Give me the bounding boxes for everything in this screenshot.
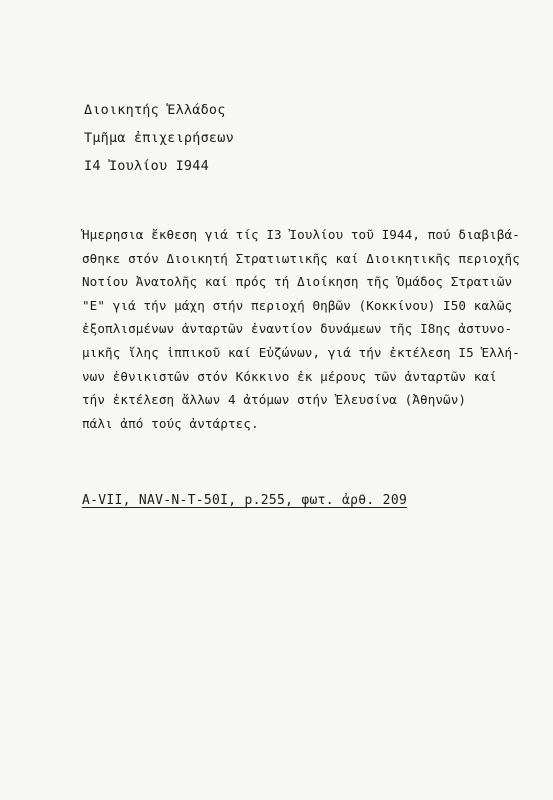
body-line: νων ἐθνικιστῶν στόν Κόκκινο ἐκ μέρους τῶν ἀνταρτῶν καί (82, 368, 497, 384)
header-authority: Διοικητής Ἑλλάδος (84, 102, 226, 118)
body-line: ἐξοπλισμένων ἀνταρτῶν ἐναντίον δυνάμεων τῆς Ι8ης ἀστυνο- (82, 321, 513, 337)
body-line: πάλι ἀπό τούς ἀντάρτες. (82, 415, 259, 431)
archive-reference: A-VII, NAV-N-T-50I, p.255, φωτ. ἀρθ. 209 (82, 493, 408, 508)
body-line: Νοτίου Ἀνατολῆς καί πρός τή Διοίκηση τῆς Ὁμάδος Στρατιῶν (82, 274, 513, 290)
body-line: σθηκε στόν Διοικητή Στρατιωτικῆς καί Διοικητικῆς περιοχῆς (82, 250, 520, 266)
body-line: Ἡμερησια ἔκθεση γιά τίς Ι3 Ἰουλίου τοῦ Ι944, πού διαβιβά- (82, 227, 520, 242)
body-line: "Ε" γιά τήν μάχη στήν περιοχή Θηβῶν (Κοκκίνου) Ι50 καλῶς (82, 297, 513, 313)
report-body (82, 223, 542, 435)
header-date: Ι4 Ἰουλίου Ι944 (84, 158, 209, 174)
body-line: τήν ἐκτέλεση ἄλλων 4 ἀτόμων στήν Ἐλευσίνα (Ἀθηνῶν) (82, 392, 467, 408)
document-header (84, 96, 234, 180)
body-line: μικῆς ἴλης ἱππικοῦ καί Εὐζώνων, γιά τήν ἐκτέλεση Ι5 Ἑλλή- (82, 344, 520, 360)
header-department: Τμῆμα ἐπιχειρήσεων (84, 130, 234, 146)
